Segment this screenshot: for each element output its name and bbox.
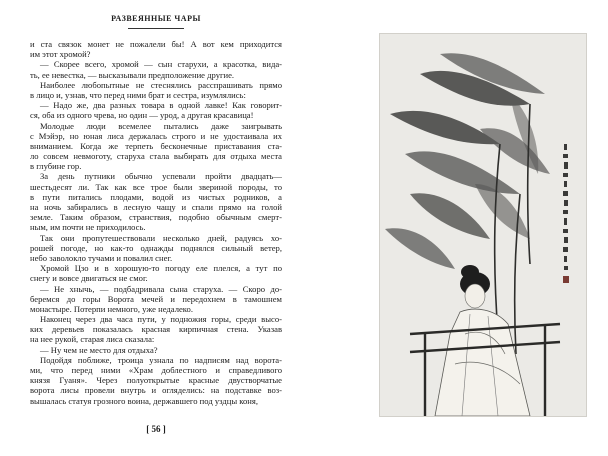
text-line: ся, оба из одного чрева, но один — урод, а другая красавица!	[30, 110, 254, 121]
text-line: ло совсем невмоготу, старуха стала выбирать для отдыха места	[30, 151, 282, 162]
text-line: земле. Таким образом, странствия, подобно обычным смерт-	[30, 212, 282, 223]
text-line: — Надо же, два разных товара в одной лавке! Как говорит-	[40, 100, 282, 111]
text-line: — Не хнычь, — подбадривала сына старуха. — Скоро до-	[40, 283, 282, 294]
page-number: [ 56 ]	[146, 424, 166, 434]
text-line: снегу и вовсе двигаться не смог.	[30, 273, 148, 284]
text-line: беремся до горы Ворота мечей и передохнем в тамошнем	[30, 293, 282, 304]
text-line: Наиболее любопытные не стеснялись расспрашивать прямо	[40, 79, 282, 90]
red-seal	[563, 276, 569, 283]
text-line: ть, ее невестка, — высказывали предположение другие.	[30, 69, 235, 80]
text-line: Молодые люди всемелее пытались даже заигрывать	[40, 120, 282, 131]
text-line: Так они пропутешествовали несколько дней, радуясь хо-	[40, 232, 282, 243]
right-page	[304, 0, 608, 456]
body-text	[30, 39, 282, 406]
text-line: За день путники обычно успевали пройти двадцать—	[40, 171, 282, 182]
ink-painting-illustration	[379, 33, 587, 417]
text-line: ворота лисы провели внутрь и огляделись: на подставке воз-	[30, 385, 282, 396]
calligraphy-inscription	[563, 144, 568, 270]
text-line: на ночь забирались в лесную чащу и спали прямо на голой	[30, 202, 282, 212]
text-line: в пути питались плодами, водой из чистых родников, а	[30, 191, 282, 202]
text-line: вниманием. Когда же терпеть бесконечные приставания ста-	[30, 140, 282, 151]
text-line: Наконец через два часа пути, у подножия горы, среди высо-	[40, 314, 282, 325]
text-line: шестьдесят ли. Так как все трое были звериной породы, то	[30, 181, 282, 192]
text-line: ких деревьев показалась красная кирпичная стена. Указав	[30, 324, 282, 335]
text-line: с Мэйэр, но юная лиса держалась строго и не удостаивала их	[30, 130, 282, 141]
running-head: РАЗВЕЯННЫЕ ЧАРЫ	[111, 14, 201, 23]
text-line: монастыре. Потерпи немного, уже недалеко.	[30, 303, 193, 314]
painting-artwork	[380, 34, 586, 416]
text-line: и ста связок монет не пожалели бы! А вот кем приходится	[30, 39, 282, 49]
text-line: князя Гуаня». Через полуоткрытые красные двустворчатые	[30, 375, 282, 386]
text-line: в глубине гор.	[30, 161, 82, 172]
text-line: в лицо и, узнав, что перед ними брат и сестра, изумлялись:	[30, 89, 246, 100]
text-line: — Скорее всего, хромой — сын старухи, а красотка, вида-	[40, 59, 282, 70]
text-line: им этот хромой?	[30, 49, 91, 60]
text-line: вышалась статуя грозного воина, державшего под уздцы коня,	[30, 395, 259, 406]
text-line: небо заволокло тучами и повалил снег.	[30, 252, 173, 263]
text-line: на нее рукой, старая лиса сказала:	[30, 334, 155, 345]
text-line: ми, что перед ними «Храм доблестного и справедливого	[30, 365, 282, 375]
text-line: — Ну чем не место для отдыха?	[40, 344, 158, 355]
text-line: рошей погоде, но как-то однажды поднялся сильный ветер,	[30, 242, 282, 253]
text-line: Хромой Цзо и в хорошую-то погоду еле плелся, а тут по	[40, 263, 282, 274]
text-line: ным, им почти не приходилось.	[30, 222, 146, 233]
text-line: Подойдя поближе, троица узнала по надписям над ворота-	[40, 354, 282, 365]
running-head-rule	[128, 28, 184, 29]
banana-leaves	[385, 53, 550, 269]
